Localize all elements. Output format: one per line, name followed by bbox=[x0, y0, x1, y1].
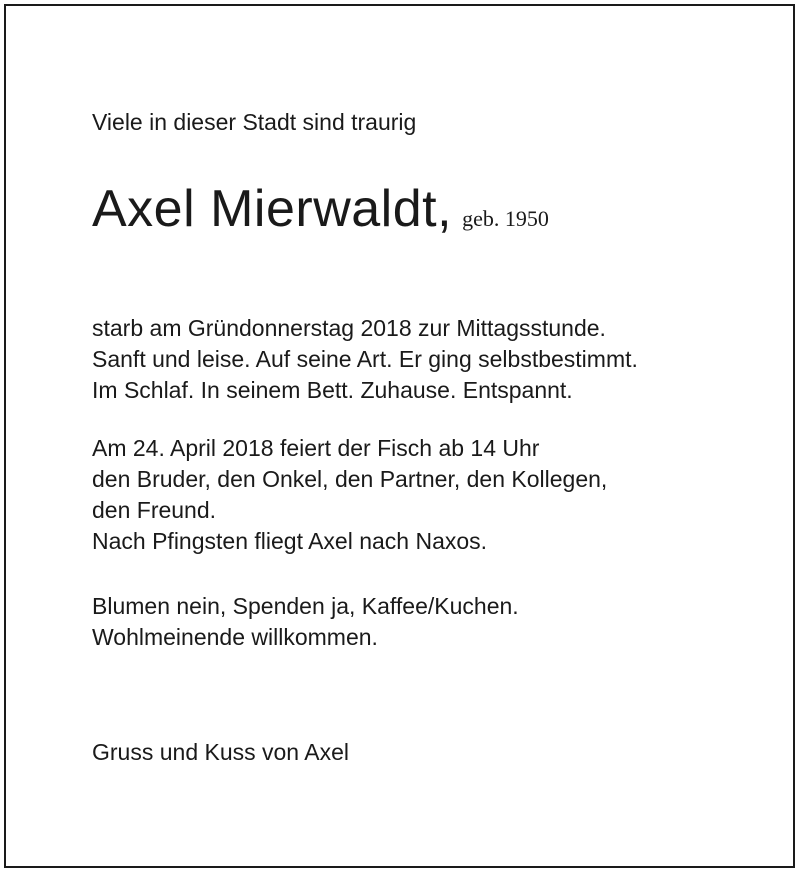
text-line: starb am Gründonnerstag 2018 zur Mittagsstunde. bbox=[92, 315, 606, 341]
birth-year: geb. 1950 bbox=[462, 206, 549, 231]
intro-text: Viele in dieser Stadt sind traurig bbox=[92, 109, 417, 135]
deceased-name: Axel Mierwaldt, bbox=[92, 180, 453, 238]
text-line: den Bruder, den Onkel, den Partner, den Kollegen, bbox=[92, 466, 608, 492]
text-line: Sanft und leise. Auf seine Art. Er ging selbstbestimmt. bbox=[92, 346, 638, 372]
notice-frame bbox=[4, 4, 795, 868]
paragraph-celebration bbox=[92, 433, 607, 557]
name-heading bbox=[92, 174, 549, 257]
text-line: den Freund. bbox=[92, 497, 217, 523]
text-line: Am 24. April 2018 feiert der Fisch ab 14 Uhr bbox=[92, 435, 540, 461]
text-line: Im Schlaf. In seinem Bett. Zuhause. Entspannt. bbox=[92, 377, 573, 403]
paragraph-death bbox=[92, 313, 638, 406]
text-line: Nach Pfingsten fliegt Axel nach Naxos. bbox=[92, 528, 488, 554]
text-line: Wohlmeinende willkommen. bbox=[92, 624, 378, 650]
text-line: Blumen nein, Spenden ja, Kaffee/Kuchen. bbox=[92, 593, 519, 619]
paragraph-wishes bbox=[92, 591, 519, 653]
closing-text: Gruss und Kuss von Axel bbox=[92, 739, 349, 765]
